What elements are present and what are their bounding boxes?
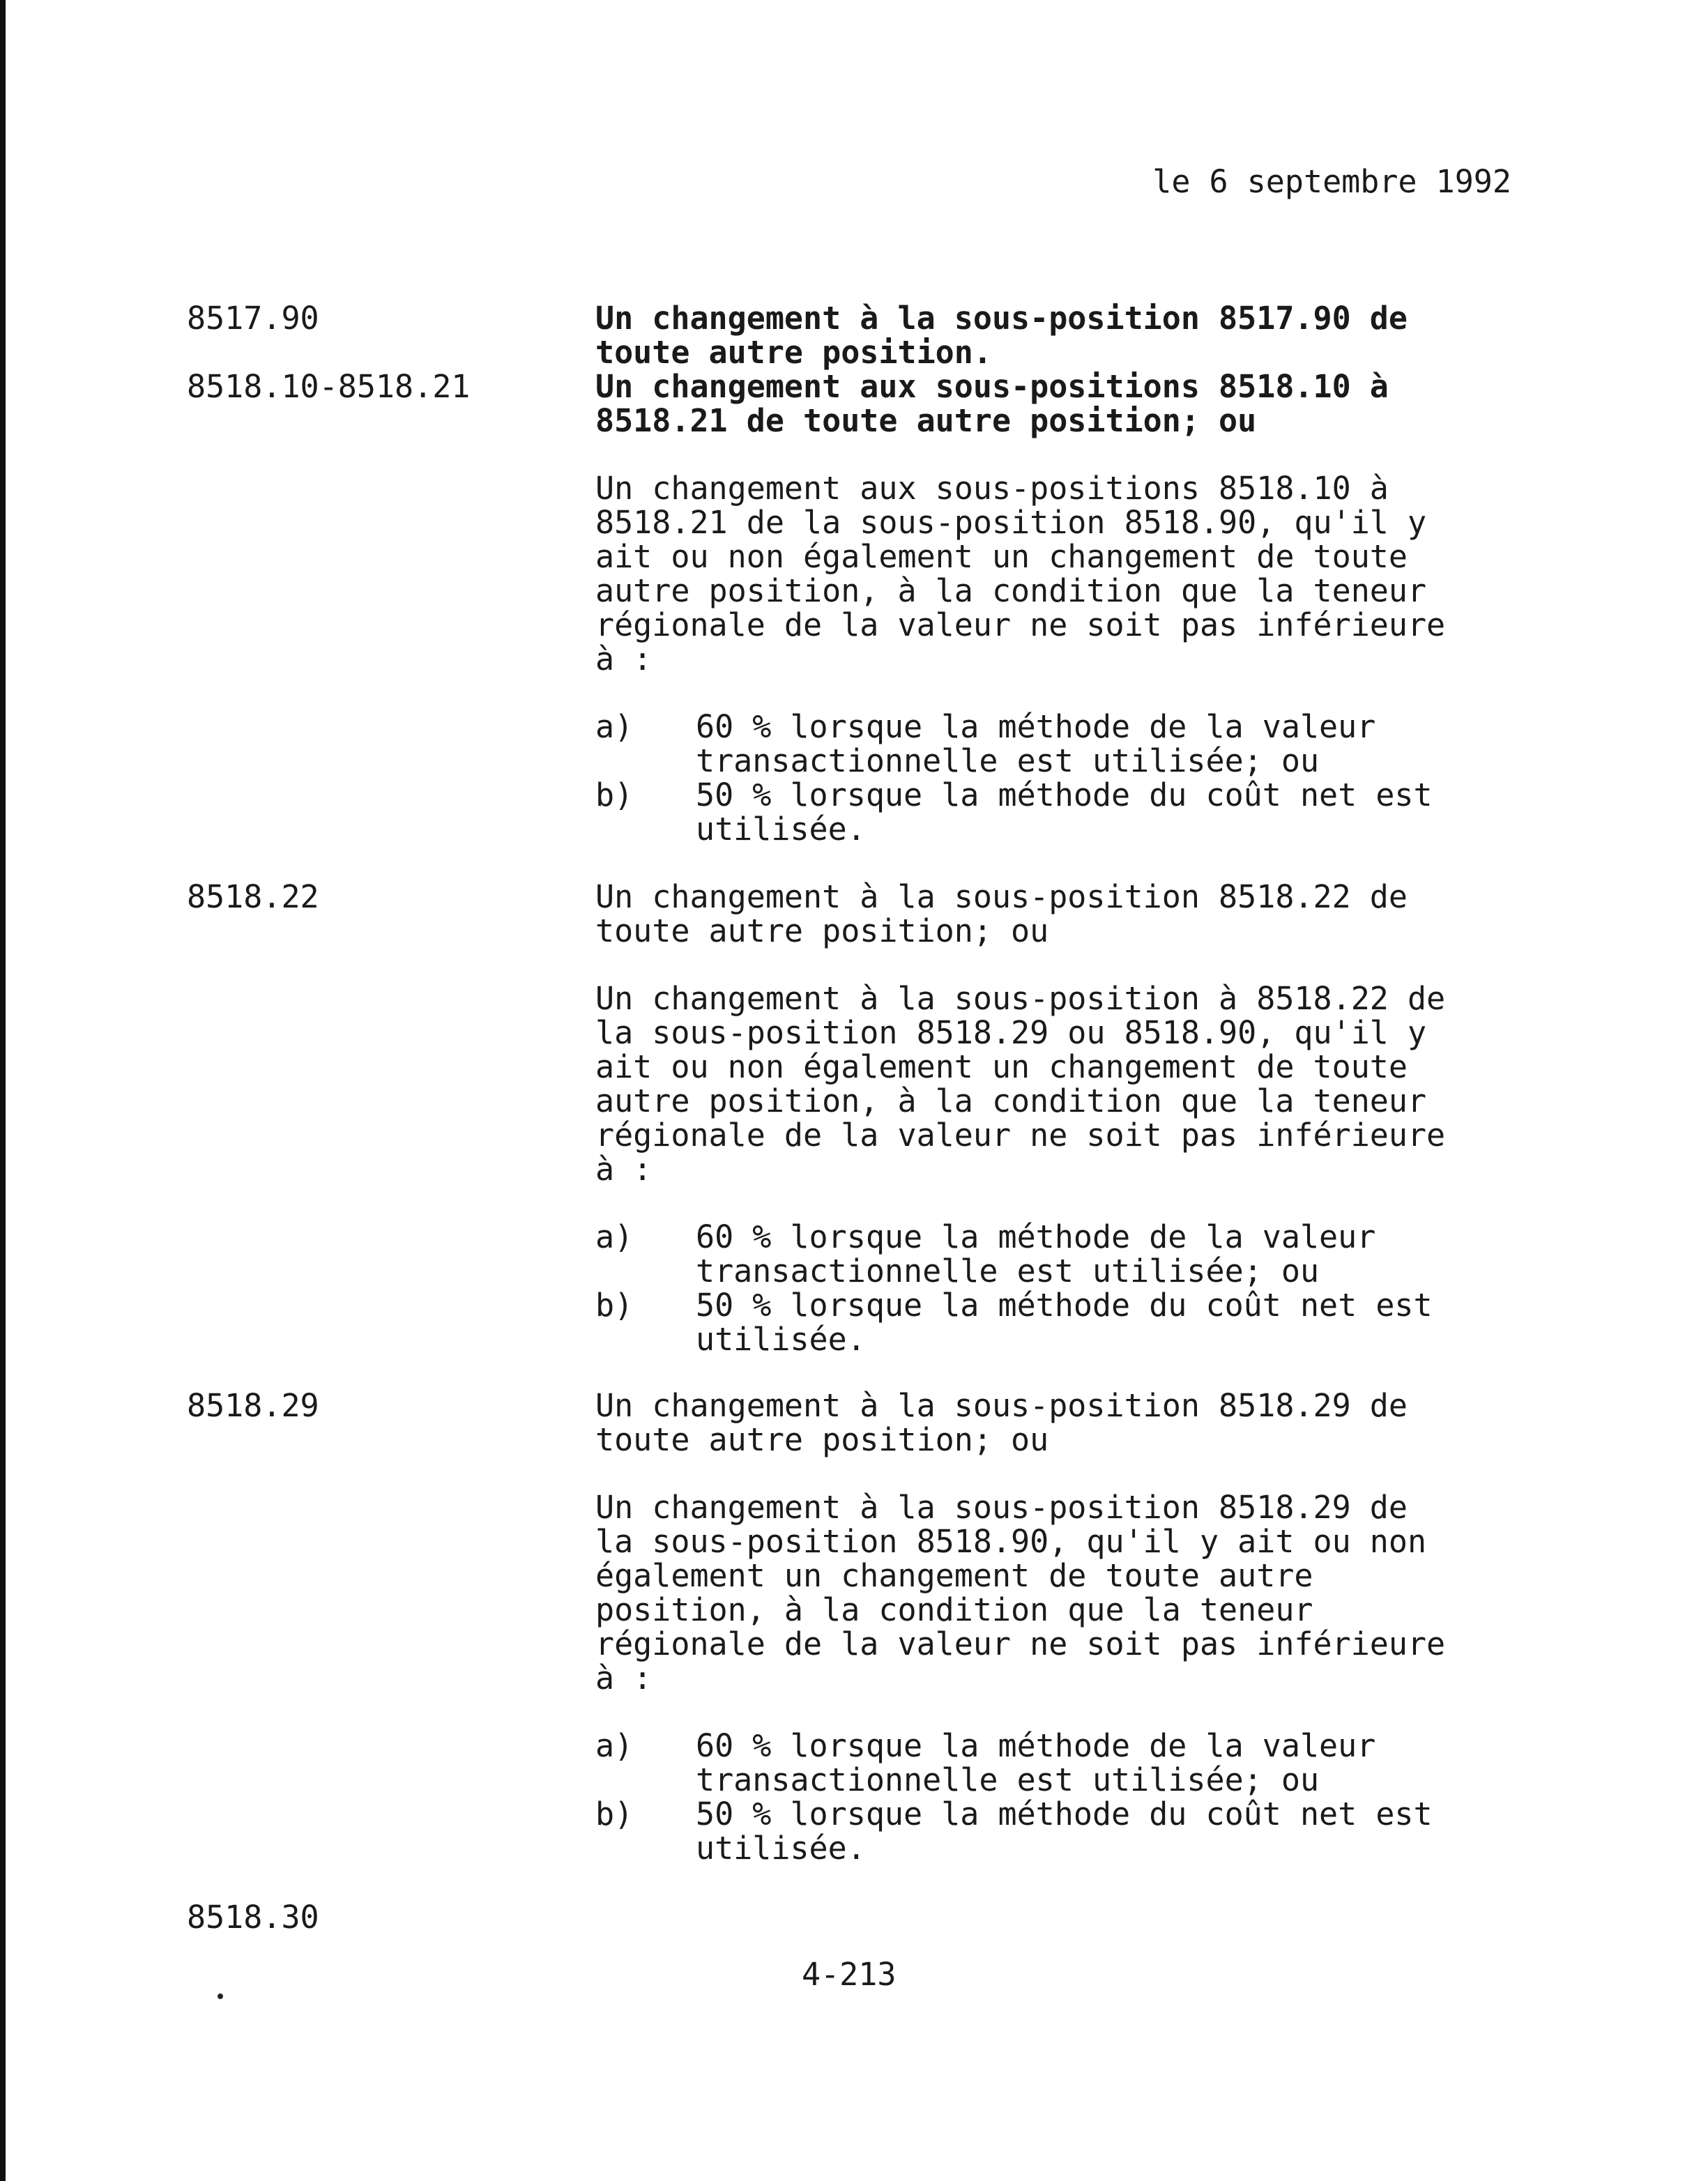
- left-scan-border: [0, 0, 6, 2181]
- option-text: 60 % lorsque la méthode de la valeur transactionnelle est utilisée; ou: [696, 1727, 1376, 1798]
- rule-text: Un changement aux sous-positions 8518.10 à 8518.21 de la sous-position 8518.90, qu'il y ait ou non également un changement de toute autre position, à la condition que la teneur régionale de la valeur ne soit pas inférieure à :: [595, 470, 1446, 678]
- rule-text: Un changement à la sous-position à 8518.22 de la sous-position 8518.29 ou 8518.90, qu'il y ait ou non également un changement de toute autre position, à la condition que la teneur régionale de la valeur ne soit pas inférieure à :: [595, 980, 1446, 1188]
- rule-text: Un changement à la sous-position 8518.22 de toute autre position; ou: [595, 878, 1408, 949]
- page-date: le 6 septembre 1992: [1152, 163, 1511, 200]
- option-letter: b): [595, 1796, 634, 1832]
- rule-text: Un changement à la sous-position 8518.29 de toute autre position; ou: [595, 1387, 1408, 1458]
- tariff-code-8518-30: 8518.30: [187, 1899, 319, 1936]
- tariff-code-8518-29: 8518.29: [187, 1387, 319, 1424]
- rule-text: Un changement à la sous-position 8517.90 de toute autre position.: [595, 300, 1408, 371]
- option-text: 60 % lorsque la méthode de la valeur transactionnelle est utilisée; ou: [696, 708, 1376, 779]
- tariff-code-8518-22: 8518.22: [187, 878, 319, 915]
- scan-speck: [218, 1993, 223, 1999]
- option-text: 50 % lorsque la méthode du coût net est utilisée.: [696, 1287, 1433, 1358]
- tariff-code-8518-10-8518-21: 8518.10-8518.21: [187, 368, 471, 405]
- option-letter: a): [595, 1218, 634, 1255]
- option-text: 50 % lorsque la méthode du coût net est utilisée.: [696, 776, 1433, 848]
- option-letter: b): [595, 776, 634, 813]
- option-text: 60 % lorsque la méthode de la valeur transactionnelle est utilisée; ou: [696, 1218, 1376, 1290]
- page-number: 4-213: [802, 1956, 897, 1993]
- rule-text: Un changement à la sous-position 8518.29 de la sous-position 8518.90, qu'il y ait ou non également un changement de toute autre position, à la condition que la teneur régionale de la valeur ne soit pas inférieure à :: [595, 1489, 1446, 1697]
- option-text: 50 % lorsque la méthode du coût net est utilisée.: [696, 1796, 1433, 1867]
- option-letter: a): [595, 1727, 634, 1764]
- tariff-code-8517-90: 8517.90: [187, 300, 319, 337]
- rule-text: Un changement aux sous-positions 8518.10 à 8518.21 de toute autre position; ou: [595, 368, 1389, 439]
- option-letter: b): [595, 1287, 634, 1324]
- option-letter: a): [595, 708, 634, 745]
